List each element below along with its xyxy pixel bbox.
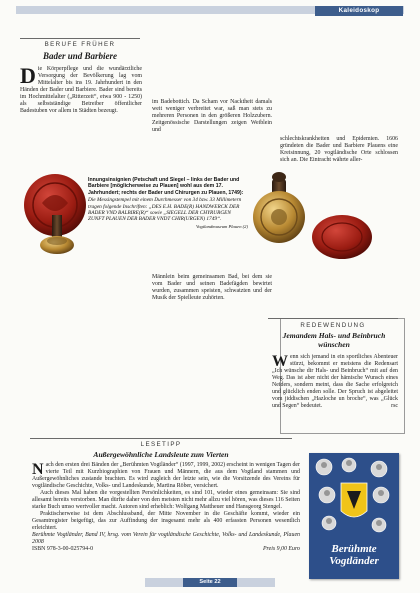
paragraph-text: enn sich jemand in ein sportliches Abenteuer stürzt, bekommt er meistens die Redensart „Ich wünsche dir Hals- und Beinbruch“ mit auf den Weg. Das ist aber nicht der hämische Wunsch eines Neiders, sondern meint, dass die Sache erfolgreich und glücklich enden solle. Der Spruch ist abgeleitet vom jiddischen „Hazloche un broche“, was „Glück und Segen“ bedeutet. [272, 354, 398, 409]
article1-title: Bader und Barbiere [42, 51, 117, 61]
paragraph: ie Körperpflege und die wundärztliche Versorgung der Bevölkerung lag vom Mittelalter bis ins 19. Jahrhundert in den Händen der Bader und Barbiere. Bader sind bereits im Hochmittelalter („Ritterzeit“, etwa 900 - 1250) als selbstständige Betreiber öffentlicher Badestuben vor allem in Städten bezeugt. [20, 66, 142, 114]
price: Preis 9,00 Euro [262, 546, 300, 552]
coat-of-arms-icon [341, 483, 367, 517]
article2-kicker: REDEWENDUNG [300, 322, 366, 329]
dropcap: W [272, 353, 288, 370]
article1-col4 [280, 136, 398, 164]
paragraph: Männlein beim gemeinsamen Bad, bei dem sie vom Bader und seinen Badefägden bewirtet wurden, zusammen speisten, schwatzten und der Musik der Spielleute zuhörten. [152, 274, 272, 301]
paragraph: ach den ersten drei Bänden der „Berühmten Vogtländer“ (1997, 1999, 2002) erscheint in wenigen Tagen der vierte Teil mit Kurzbiographien von Frauen und Männern, die aus dem Vogtland stammen und Außergewöhnliches zustande brachten. Es wird zugleich der letzte sein, wie die Vorsitzende des Vereins für vogtländische Geschichte, Volks- und Landeskunde, Martina Röber, versichert. [32, 462, 300, 489]
paragraph: Praktischerweise ist dem Abschlussband, der Mitte November in die Geschäfte kommt, wieder ein Gesamtregister beigefügt, das zur Auffindung der insgesamt mehr als 400 erfassten Personen wesentlich erleichtert. [32, 511, 300, 531]
article3-body [32, 462, 300, 553]
photo-caption [88, 177, 248, 230]
page-number: Seite 22 [183, 578, 237, 587]
section-label: Kaleidoskop [315, 6, 403, 16]
caption-text: Die Messingstempel mit einem Durchmesser von 34 bzw. 33 Millimetern tragen folgende Inschriften: „DES E.H. BADE(R) HANDWERCK DER BADER VND BALBIRE(R)“ sowie „SIEGELL DER CHYRURGEN ZUNFT PLAUEN DER BADER VNDT CHIR(URGEN) 1749“. [88, 197, 242, 223]
article1-kicker: BERUFE FRÜHER [44, 41, 116, 48]
book-reference: Berühmte Vogtländer, Band IV, hrsg. vom Verein für vogtländische Geschichte, Volks- und Landeskunde, Plauen 2008 [32, 532, 300, 545]
article1-col1 [20, 63, 142, 115]
dropcap: N [32, 461, 44, 478]
article3-kicker: LESETIPP [140, 441, 182, 448]
article2-body [272, 354, 398, 410]
article3-title: Außergewöhnliche Landsleute zum Vierten [93, 450, 229, 459]
isbn: ISBN 978-3-00-025794-0 [32, 546, 94, 552]
book-meta [32, 546, 300, 553]
paragraph: Auch dieses Mal haben die vorgestellten Persönlichkeiten, es sind 101, wieder eines gemeinsam: Sie sind allesamt bereits verstorben. Man dürfte daher von den meisten nicht mehr allzu viel hören, was dieses 116 Seiten starke Buch umso wertvoller macht. Autoren sind erheblich: Wolfgang Mattheuer und Hansgeorg Stengel. [32, 490, 300, 510]
paragraph [272, 354, 398, 410]
book-title [309, 543, 399, 567]
paragraph: im Badebottich. Da Scham vor Nacktheit damals weit weniger verbreitet war, saß man stets zu mehreren Personen in den größeren Holzzubern. Zeitgenössische Darstellungen zeigen Weiblein und [152, 99, 272, 133]
book-title-line: Berühmte [331, 543, 377, 555]
article1-col2 [152, 99, 272, 134]
divider [30, 438, 292, 439]
right-wax-seal [312, 215, 372, 259]
caption-source: Vogtlandmuseum Plauen (2) [195, 223, 248, 229]
book-title-line: Vogtländer [329, 555, 379, 567]
author-signature: rsc [391, 403, 398, 409]
article2-title: Jemandem Hals- und Beinbruch wünschen [282, 331, 386, 349]
right-brass-stamp [253, 172, 305, 243]
caption-title: Innungsinsignien (Petschaft und Siegel – links der Bader und Barbiere [möglicherweise zu Plauen] wohl aus dem 17. Jahrhundert; rechts der Bader und Chirurgen zu Plauen, 1749): [88, 177, 244, 196]
divider [20, 38, 140, 39]
divider [268, 318, 398, 319]
dropcap: D [20, 63, 36, 88]
paragraph: schlechtskrankheiten und Epidemien. 1606 gründeten die Bader und Barbiere Plauens eine Kreisinnung, 20 vogtländische Orte schlossen sich an. Die Eintracht währte aller- [280, 136, 398, 163]
book-cover [309, 453, 399, 579]
article1-col3 [152, 274, 272, 302]
